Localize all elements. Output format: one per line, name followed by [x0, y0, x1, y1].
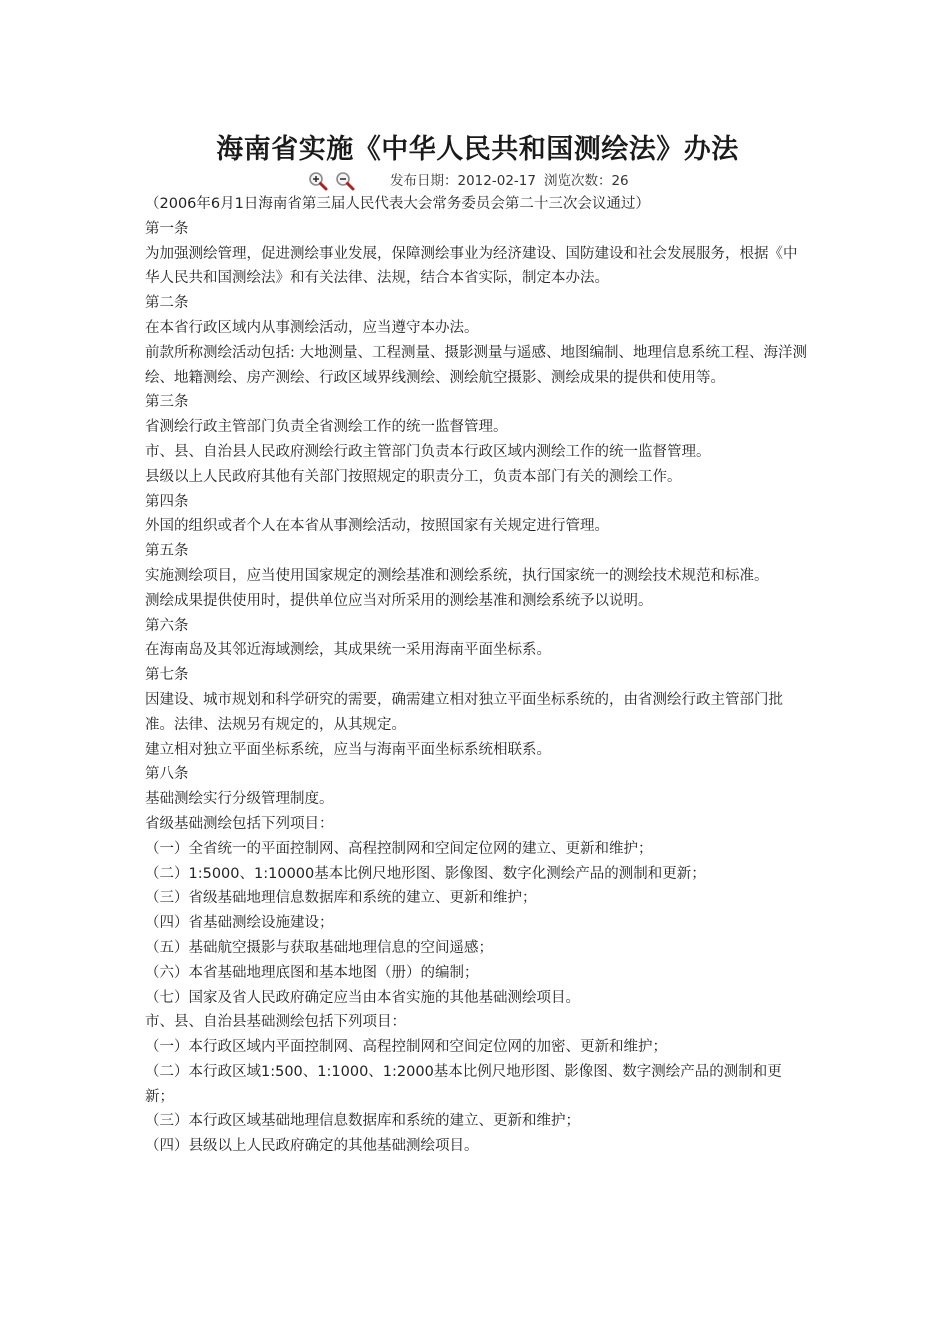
- article-text: 市、县、自治县基础测绘包括下列项目：: [145, 1014, 406, 1031]
- publish-date-label: 发布日期：: [390, 173, 458, 189]
- publish-date: 2012-02-17: [457, 173, 536, 189]
- view-count: 26: [611, 173, 629, 189]
- list-item: （四）县级以上人民政府确定的其他基础测绘项目。: [145, 1138, 479, 1155]
- meta-bar: [145, 170, 810, 192]
- list-item: （三）本行政区域基础地理信息数据库和系统的建立、更新和维护；: [145, 1113, 580, 1130]
- list-item: （二）本行政区域1:500、1:1000、1:2000基本比例尺地形图、影像图、数字测绘产品的测制和更新；: [145, 1063, 782, 1105]
- list-item: （二）1:5000、1:10000基本比例尺地形图、影像图、数字化测绘产品的测制和更新；: [145, 865, 706, 882]
- document-body: [145, 192, 810, 1159]
- article-text: 建立相对独立平面坐标系统，应当与海南平面坐标系统相联系。: [145, 741, 551, 758]
- list-item: （一）全省统一的平面控制网、高程控制网和空间定位网的建立、更新和维护；: [145, 840, 653, 857]
- list-item: （六）本省基础地理底图和基本地图（册）的编制；: [145, 964, 479, 981]
- article-text: 因建设、城市规划和科学研究的需要，确需建立相对独立平面坐标系统的，由省测绘行政主管部门批准。法律、法规另有规定的，从其规定。: [145, 691, 783, 733]
- meta-info: [390, 170, 629, 192]
- article-heading: 第一条: [145, 220, 189, 237]
- article-text: 实施测绘项目，应当使用国家规定的测绘基准和测绘系统，执行国家统一的测绘技术规范和标准。: [145, 567, 769, 584]
- adoption-note: （2006年6月1日海南省第三届人民代表大会常务委员会第二十三次会议通过）: [145, 196, 650, 212]
- zoom-out-icon[interactable]: [335, 171, 355, 191]
- article-text: 省级基础测绘包括下列项目：: [145, 815, 334, 832]
- article-text: 为加强测绘管理，促进测绘事业发展，保障测绘事业为经济建设、国防建设和社会发展服务，根据《中华人民共和国测绘法》和有关法律、法规，结合本省实际，制定本办法。: [145, 245, 798, 287]
- article-text: 前款所称测绘活动包括: 大地测量、工程测量、摄影测量与遥感、地图编制、地理信息系统工程、海洋测绘、地籍测绘、房产测绘、行政区域界线测绘、测绘航空摄影、测绘成果的提供和使用等。: [145, 344, 807, 386]
- page-title: 海南省实施《中华人民共和国测绘法》办法: [216, 134, 739, 165]
- article-heading: 第三条: [145, 394, 189, 411]
- article-heading: 第八条: [145, 766, 189, 783]
- list-item: （七）国家及省人民政府确定应当由本省实施的其他基础测绘项目。: [145, 989, 580, 1006]
- article-text: 在海南岛及其邻近海域测绘，其成果统一采用海南平面坐标系。: [145, 642, 551, 659]
- zoom-in-icon[interactable]: [308, 171, 328, 191]
- article-text: 在本省行政区域内从事测绘活动，应当遵守本办法。: [145, 319, 479, 336]
- view-count-label: 浏览次数：: [543, 173, 612, 189]
- article-text: 基础测绘实行分级管理制度。: [145, 791, 334, 808]
- list-item: （三）省级基础地理信息数据库和系统的建立、更新和维护；: [145, 890, 537, 907]
- article-heading: 第四条: [145, 493, 189, 510]
- article-text: 县级以上人民政府其他有关部门按照规定的职责分工，负责本部门有关的测绘工作。: [145, 468, 682, 485]
- article-heading: 第五条: [145, 543, 189, 560]
- article-heading: 第六条: [145, 617, 189, 634]
- article-text: 市、县、自治县人民政府测绘行政主管部门负责本行政区域内测绘工作的统一监督管理。: [145, 443, 711, 460]
- list-item: （一）本行政区域内平面控制网、高程控制网和空间定位网的加密、更新和维护；: [145, 1039, 667, 1056]
- article-text: 省测绘行政主管部门负责全省测绘工作的统一监督管理。: [145, 419, 508, 436]
- list-item: （五）基础航空摄影与获取基础地理信息的空间遥感；: [145, 939, 493, 956]
- article-text: 外国的组织或者个人在本省从事测绘活动，按照国家有关规定进行管理。: [145, 518, 609, 535]
- article-heading: 第七条: [145, 667, 189, 684]
- article-text: 测绘成果提供使用时，提供单位应当对所采用的测绘基准和测绘系统予以说明。: [145, 592, 653, 609]
- document-page: [145, 130, 810, 1159]
- list-item: （四）省基础测绘设施建设；: [145, 915, 334, 932]
- article-heading: 第二条: [145, 295, 189, 312]
